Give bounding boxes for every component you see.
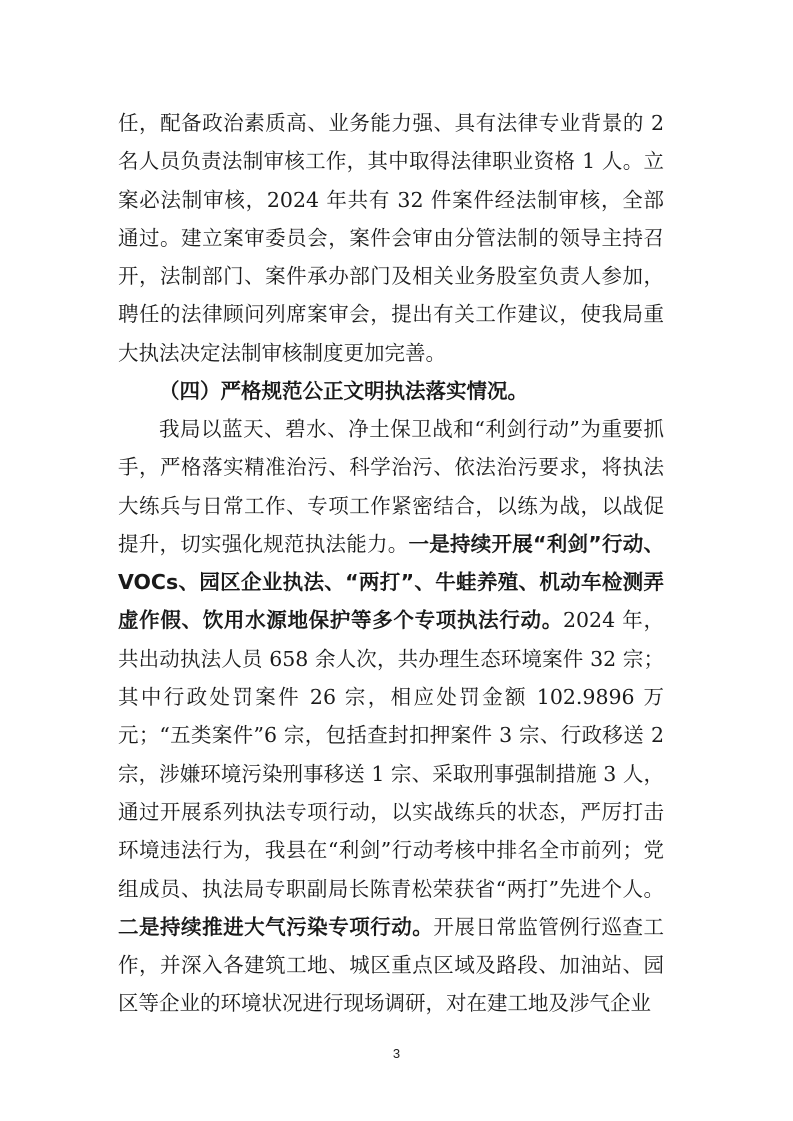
section-heading-4: （四）严格规范公正文明执法落实情况。: [159, 379, 528, 403]
paragraph-legal-review: 任，配备政治素质高、业务能力强、具有法律专业背景的 2 名人员负责法制审核工作，其中取得法律职业资格 1 人。立案必法制审核，2024 年共有 32 件案件经法制审核，全部通过。建立案审委员会，案件会审由分管法制的领导主持召开，法制部门、案件承办部门及相关业务股室负责人参加，聘任的法律顾问列席案审会，提出有关工作建议，使我局重大执法决定法制审核制度更加完善。: [118, 111, 664, 365]
point-two-detail-text: 开展日常监管例行巡查工作，并深入各建筑工地、城区重点区域及路段、加油站、园区等企业的环境状况进行现场调研，对在建工地及涉气企业: [118, 914, 665, 1016]
enforcement-intro-text: 我局以蓝天、碧水、净土保卫战和“利剑行动”为重要抓手，严格落实精准治污、科学治污、依法治污要求，将执法大练兵与日常工作、专项工作紧密结合，以练为战，以战促提升，切实强化规范执法能力。: [118, 417, 664, 556]
point-one-bold-text: 一是持续开展“利剑”行动、VOCs、园区企业执法、“两打”、牛蛙养殖、机动车检测弄虚作假、饮用水源地保护等多个专项执法行动。: [118, 531, 664, 633]
point-two-bold-text: 二是持续推进大气污染专项行动。: [118, 914, 434, 939]
paragraph-enforcement: [118, 410, 664, 1023]
point-one-detail-text: 2024 年，共出动执法人员 658 余人次，共办理生态环境案件 32 宗；其中行政处罚案件 26 宗，相应处罚金额 102.9896 万元；“五类案件”6 宗，包括查封扣押案件 3 宗、行政移送 2 宗，涉嫌环境污染刑事移送 1 宗、采取刑事强制措施 3 人，通过开展系列执法专项行动，以实战练兵的状态，严厉打击环境违法行为，我县在“利剑”行动考核中排名全市前列；党组成员、执法局专职副局长陈青松荣获省“两打”先进个人。: [118, 608, 664, 901]
page-number: 3: [392, 1046, 401, 1061]
